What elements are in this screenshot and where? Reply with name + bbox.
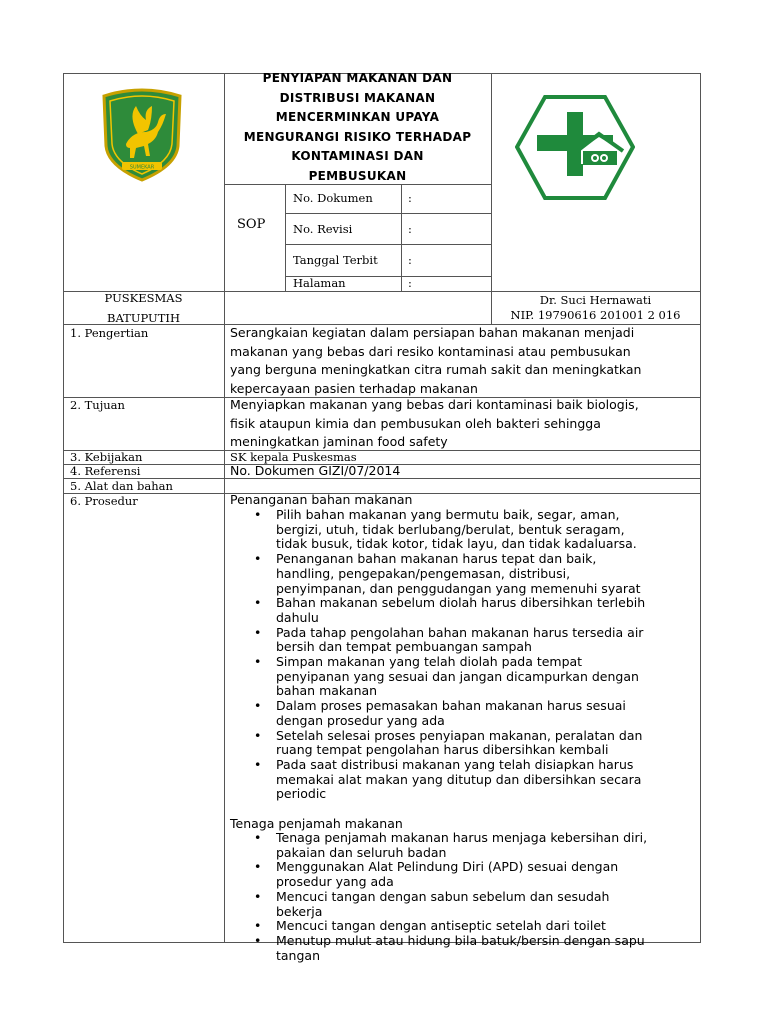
list-item-line: bersih dan tempat pembuangan sampah — [276, 639, 532, 655]
tenaga-penjamah-list — [230, 831, 698, 963]
section-label-prosedur: 6. Prosedur — [70, 494, 138, 508]
referensi-value: No. Dokumen GIZI/07/2014 — [230, 463, 401, 478]
text-line: Serangkaian kegiatan dalam persiapan bahan makanan menjadi — [230, 325, 635, 340]
list-item-line: periodic — [276, 786, 327, 802]
regency-emblem-logo — [98, 86, 186, 184]
meta-label-halaman: Halaman — [293, 276, 346, 290]
list-item-line: penyipanan yang sesuai dan jangan dicampurkan dengan — [276, 668, 639, 684]
title-line: PEMBUSUKAN — [308, 168, 407, 183]
title-line: MENGURANGI RISIKO TERHADAP — [243, 129, 472, 144]
section-label-tujuan: 2. Tujuan — [70, 398, 125, 412]
list-item-line: Setelah selesai proses penyiapan makanan, peralatan dan — [276, 727, 643, 743]
bullet-icon: • — [254, 756, 262, 772]
bullet-icon: • — [254, 859, 262, 875]
signer-name: Dr. Suci Hernawati — [539, 293, 652, 307]
list-item — [230, 919, 698, 934]
org-name-line1: PUSKESMAS — [104, 291, 183, 305]
bullet-icon: • — [254, 727, 262, 743]
list-item-line: ruang tempat pengolahan harus dibersihkan kembali — [276, 742, 609, 758]
list-item-line: memakai alat makan yang ditutup dan dibersihkan secara — [276, 771, 642, 787]
text-line: fisik ataupun kimia dan pembusukan oleh bakteri sehingga — [230, 415, 601, 431]
list-item-line: dahulu — [276, 609, 319, 625]
list-item-line: pakaian dan seluruh badan — [276, 844, 447, 860]
bullet-icon: • — [254, 698, 262, 714]
bahan-makanan-list — [230, 508, 698, 802]
tujuan-text — [230, 396, 698, 452]
section-label-alat: 5. Alat dan bahan — [70, 479, 173, 493]
org-name-line2: BATUPUTIH — [107, 311, 180, 325]
list-item — [230, 729, 698, 758]
bullet-icon: • — [254, 918, 262, 934]
list-item-line: bahan makanan — [276, 683, 378, 699]
list-item-line: Menggunakan Alat Pelindung Diri (APD) sesuai dengan — [276, 859, 619, 875]
kebijakan-value: SK kepala Puskesmas — [230, 450, 357, 464]
meta-colon: : — [408, 191, 412, 205]
meta-colon: : — [408, 276, 412, 290]
list-item-line: Mencuci tangan dengan sabun sebelum dan sesudah — [276, 888, 610, 904]
meta-label-no-revisi: No. Revisi — [293, 222, 353, 236]
title-line: MENCERMINKAN UPAYA — [275, 110, 440, 124]
title-line: DISTRIBUSI MAKANAN — [279, 90, 436, 105]
list-item-line: Mencuci tangan dengan antiseptic setelah dari toilet — [276, 918, 606, 934]
list-item-line: Dalam proses pemasakan bahan makanan harus sesuai — [276, 698, 626, 714]
document-title — [226, 69, 489, 186]
bullet-icon: • — [254, 595, 262, 611]
bullet-icon: • — [254, 624, 262, 640]
text-line: meningkatkan jaminan food safety — [230, 434, 448, 449]
bullet-icon: • — [254, 507, 262, 522]
logo-ribbon-text: SUMEKAR — [129, 164, 155, 171]
title-line: KONTAMINASI DAN — [291, 149, 424, 163]
list-item-line: Bahan makanan sebelum diolah harus dibersihkan terlebih — [276, 595, 646, 611]
list-item-line: penyimpanan, dan penggudangan yang memenuhi syarat — [276, 580, 641, 596]
title-line: PENYIAPAN MAKANAN DAN — [262, 71, 453, 85]
meta-colon: : — [408, 253, 412, 267]
list-item — [230, 890, 698, 919]
meta-colon: : — [408, 222, 412, 236]
list-item-line: Pilih bahan makanan yang bermutu baik, segar, aman, — [276, 507, 620, 522]
prosedur-heading-bahan: Penanganan bahan makanan — [230, 492, 413, 507]
puskesmas-logo — [515, 94, 635, 201]
text-line: Menyiapkan makanan yang bebas dari kontaminasi baik biologis, — [230, 397, 639, 412]
bullet-icon: • — [254, 830, 262, 846]
meta-label-no-dokumen: No. Dokumen — [293, 191, 373, 205]
signer-nip: NIP. 19790616 201001 2 016 — [510, 308, 681, 322]
list-item-line: prosedur yang ada — [276, 874, 394, 890]
list-item — [230, 758, 698, 802]
list-item — [230, 860, 698, 889]
list-item-line: bergizi, utuh, tidak berlubang/berulat, bentuk seragam, — [276, 521, 625, 537]
list-item-line: handling, pengepakan/pengemasan, distribusi, — [276, 565, 571, 581]
list-item — [230, 508, 698, 552]
list-item-line: tidak busuk, tidak kotor, tidak layu, dan tidak kadaluarsa. — [276, 536, 637, 552]
list-item — [230, 699, 698, 728]
list-item-line: dengan prosedur yang ada — [276, 712, 445, 728]
list-item — [230, 655, 698, 699]
bullet-icon: • — [254, 551, 262, 567]
list-item-line: Pada saat distribusi makanan yang telah disiapkan harus — [276, 756, 634, 772]
list-item-line: Simpan makanan yang telah diolah pada tempat — [276, 654, 583, 670]
bullet-icon: • — [254, 932, 262, 948]
bullet-icon: • — [254, 654, 262, 670]
list-item-line: Tenaga penjamah makanan harus menjaga kebersihan diri, — [276, 830, 648, 846]
meta-label-tanggal-terbit: Tanggal Terbit — [293, 253, 378, 267]
list-item — [230, 596, 698, 625]
sop-label: SOP — [237, 217, 266, 232]
text-line: yang berguna meningkatkan citra rumah sakit dan meningkatkan — [230, 362, 642, 377]
list-item — [230, 626, 698, 655]
pengertian-text — [230, 324, 698, 398]
prosedur-heading-tenaga: Tenaga penjamah makanan — [230, 816, 403, 832]
text-line: kepercayaan pasien terhadap makanan — [230, 380, 478, 396]
section-label-referensi: 4. Referensi — [70, 464, 141, 478]
list-item — [230, 934, 698, 963]
list-item — [230, 552, 698, 596]
text-line: makanan yang bebas dari resiko kontaminasi atau pembusukan — [230, 343, 631, 359]
list-item — [230, 831, 698, 860]
list-item-line: Pada tahap pengolahan bahan makanan harus tersedia air — [276, 624, 644, 640]
list-item-line: Penanganan bahan makanan harus tepat dan baik, — [276, 551, 597, 567]
section-label-pengertian: 1. Pengertian — [70, 326, 149, 340]
list-item-line: Menutup mulut atau hidung bila batuk/bersin dengan sapu — [276, 932, 645, 948]
list-item-line: tangan — [276, 947, 321, 963]
bullet-icon: • — [254, 888, 262, 904]
list-item-line: bekerja — [276, 903, 323, 919]
section-label-kebijakan: 3. Kebijakan — [70, 450, 143, 464]
prosedur-content — [230, 492, 698, 963]
